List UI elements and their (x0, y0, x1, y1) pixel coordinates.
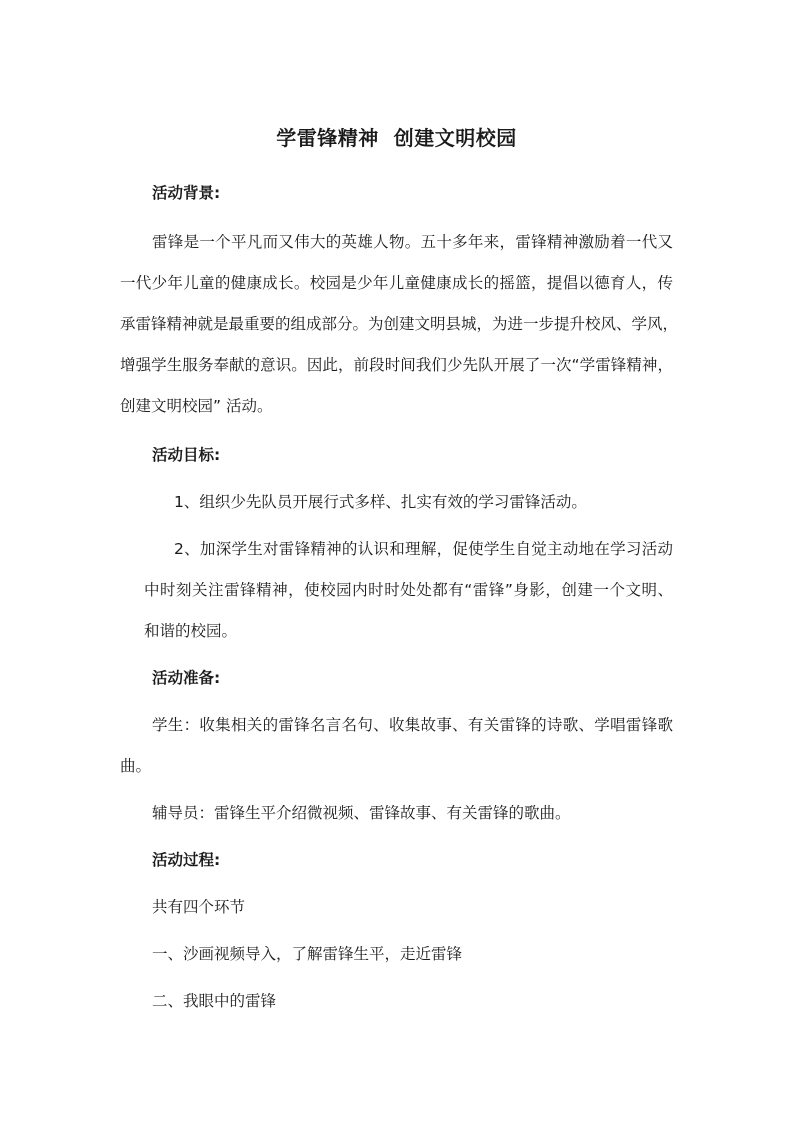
preparation-students-line-1: 学生：收集相关的雷锋名言名句、收集故事、有关雷锋的诗歌、学唱雷锋歌 (152, 716, 673, 734)
section-heading-process: 活动过程: (152, 851, 221, 869)
section-heading-background: 活动背景: (152, 184, 221, 202)
goal-item-2-line-2: 中时刻关注雷锋精神，使校园内时时处处都有“雷锋”身影，创建一个文明、 (144, 581, 673, 599)
background-line-1: 雷锋是一个平凡而又伟大的英雄人物。五十多年来，雷锋精神激励着一代又 (152, 233, 673, 251)
section-heading-preparation: 活动准备: (152, 669, 221, 687)
goal-item-2-line-3: 和谐的校园。 (144, 622, 238, 640)
process-step-1: 一、沙画视频导入，了解雷锋生平，走近雷锋 (152, 945, 463, 963)
process-intro: 共有四个环节 (152, 898, 246, 916)
preparation-students-line-2: 曲。 (120, 757, 152, 775)
goal-item-2-line-1: 2、加深学生对雷锋精神的认识和理解，促使学生自觉主动地在学习活动 (174, 540, 673, 558)
background-line-5: 创建文明校园” 活动。 (120, 397, 273, 415)
process-step-2: 二、我眼中的雷锋 (152, 992, 277, 1010)
section-heading-goals: 活动目标: (152, 446, 221, 464)
background-line-2: 一代少年儿童的健康成长。校园是少年儿童健康成长的摇篮，提倡以德育人，传 (120, 274, 673, 292)
preparation-counselor: 辅导员：雷锋生平介绍微视频、雷锋故事、有关雷锋的歌曲。 (152, 804, 571, 822)
background-line-3: 承雷锋精神就是最重要的组成部分。为创建文明县城，为进一步提升校风、学风， (120, 315, 679, 333)
goal-item-1: 1、组织少先队员开展行式多样、扎实有效的学习雷锋活动。 (174, 493, 587, 511)
document-title: 学雷锋精神 创建文明校园 (276, 126, 517, 150)
background-line-4: 增强学生服务奉献的意识。因此，前段时间我们少先队开展了一次“学雷锋精神， (120, 356, 673, 374)
